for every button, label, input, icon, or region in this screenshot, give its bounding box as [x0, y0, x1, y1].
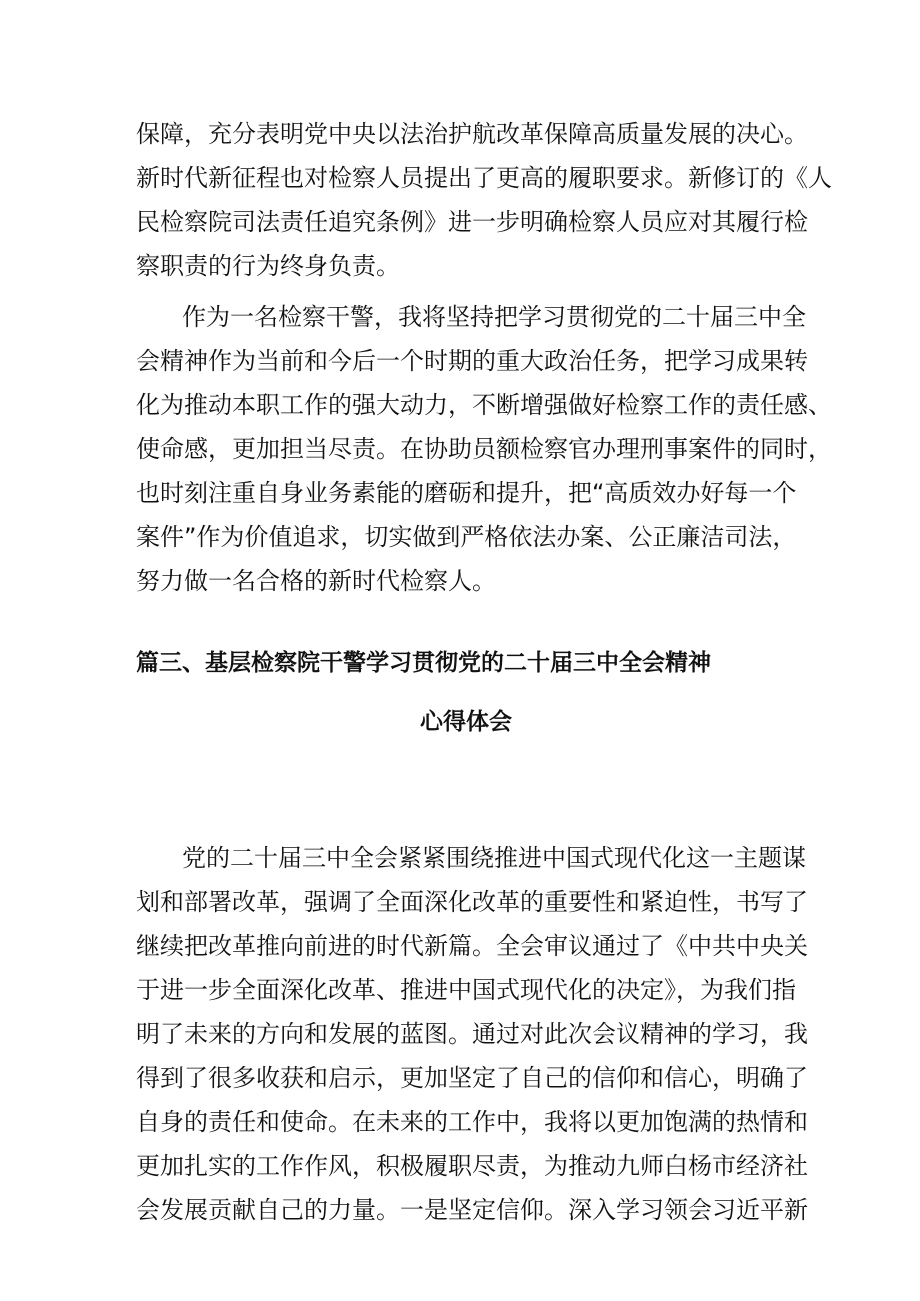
text-line: 案件”作为价值追求，切实做到严格依法办案、公正廉洁司法， [136, 523, 797, 551]
text-line: 得到了很多收获和启示，更加坚定了自己的信仰和信心，明确了 [136, 1064, 808, 1092]
section-heading [136, 641, 796, 685]
text-line: 保障，充分表明党中央以法治护航改革保障高质量发展的决心。 [136, 120, 808, 148]
text-line: 民检察院司法责任追究条例》进一步明确检察人员应对其履行检 [136, 208, 808, 236]
text-line: 会精神作为当前和今后一个时期的重大政治任务，把学习成果转 [136, 347, 808, 375]
text-line: 自身的责任和使命。在未来的工作中，我将以更加饱满的热情和 [136, 1108, 808, 1136]
paragraph-main [136, 836, 808, 1232]
section-subheading [136, 700, 796, 744]
text-line: 化为推动本职工作的强大动力，不断增强做好检察工作的责任感、 [136, 391, 832, 419]
text-line: 使命感，更加担当尽责。在协助员额检察官办理刑事案件的同时， [136, 435, 832, 463]
text-line: 会发展贡献自己的力量。一是坚定信仰。深入学习领会习近平新 [136, 1196, 808, 1224]
paragraph-duty [136, 295, 832, 603]
section-heading-text: 篇三、基层检察院干警学习贯彻党的二十届三中全会精神 [136, 650, 711, 676]
section-subheading-text: 心得体会 [420, 709, 512, 735]
text-line: 努力做一名合格的新时代检察人。 [136, 567, 496, 595]
text-line: 也时刻注重自身业务素能的磨砺和提升，把“高质效办好每一个 [136, 479, 797, 507]
text-line: 明了未来的方向和发展的蓝图。通过对此次会议精神的学习，我 [136, 1020, 808, 1048]
text-line: 于进一步全面深化改革、推进中国式现代化的决定》，为我们指 [136, 976, 796, 1004]
text-line: 划和部署改革，强调了全面深化改革的重要性和紧迫性，书写了 [136, 888, 808, 916]
text-line: 党的二十届三中全会紧紧围绕推进中国式现代化这一主题谋 [182, 844, 806, 872]
text-line: 更加扎实的工作作风，积极履职尽责，为推动九师白杨市经济社 [136, 1152, 808, 1180]
text-line: 继续把改革推向前进的时代新篇。全会审议通过了《中共中央关 [136, 932, 808, 960]
text-line: 新时代新征程也对检察人员提出了更高的履职要求。新修订的《人 [136, 164, 832, 192]
paragraph-continuation [136, 112, 832, 288]
text-line: 察职责的行为终身负责。 [136, 252, 400, 280]
text-line: 作为一名检察干警，我将坚持把学习贯彻党的二十届三中全 [182, 303, 806, 331]
